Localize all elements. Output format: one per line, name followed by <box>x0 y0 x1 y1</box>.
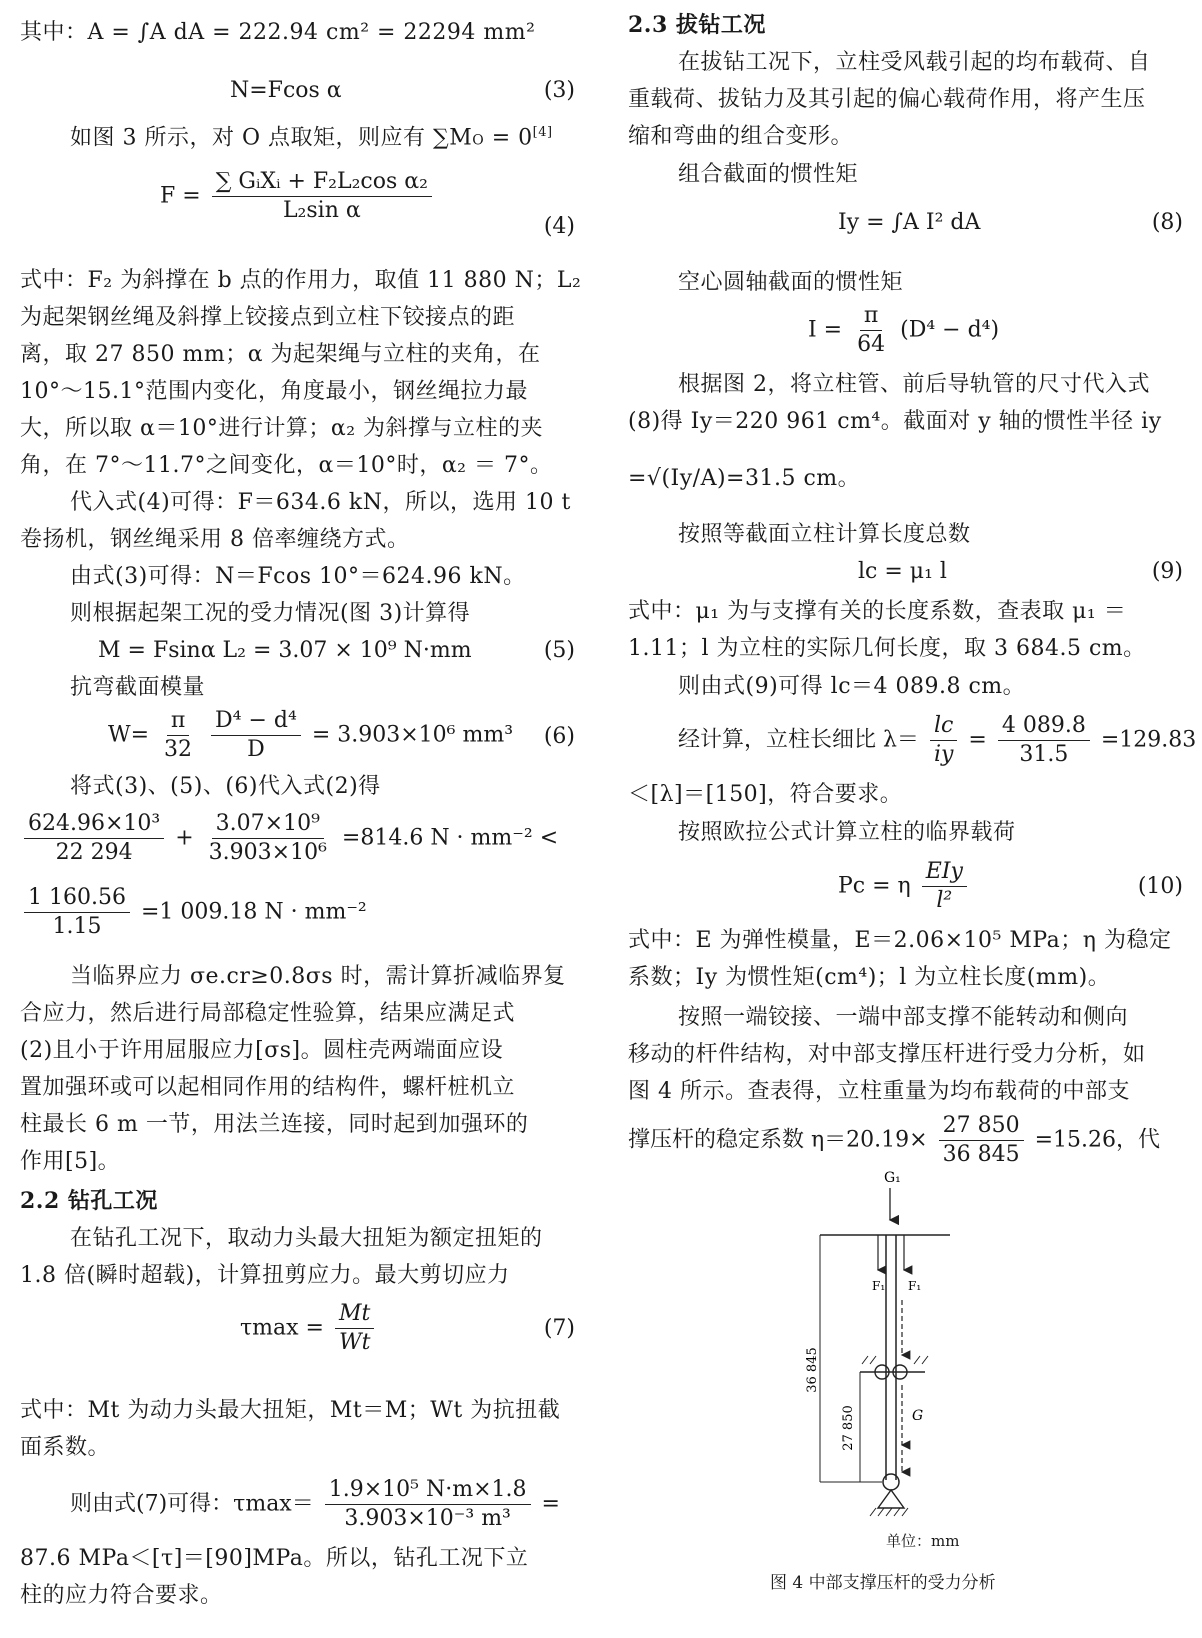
figure-4 <box>805 1160 1000 1540</box>
equation-inertia <box>808 302 999 359</box>
eqa-frac1-den: 22 294 <box>55 840 133 865</box>
equation-9: lc = μ₁ l <box>858 559 947 584</box>
eq6-frac2-num: D⁴ − d⁴ <box>211 707 301 736</box>
eq10-frac-num: EIy <box>922 858 967 887</box>
equation-6-number: (6) <box>543 724 575 749</box>
eq10-frac-den: l² <box>936 888 953 913</box>
tau-lhs: 则由式(7)可得：τmax＝ <box>70 1491 314 1517</box>
p4-line: 则根据起架工况的受力情况(图 3)计算得 <box>70 601 471 626</box>
eq7-lhs: τmax = <box>240 1315 324 1341</box>
inertia-frac <box>853 302 889 359</box>
figure-unit: 单位：mm <box>886 1532 960 1550</box>
section-heading-2-2: 2.2 钻孔工况 <box>20 1188 158 1214</box>
equation-3-number: (3) <box>543 78 575 103</box>
eqa-rhs: =814.6 N · mm⁻² < <box>341 825 559 851</box>
dim-total-label: 36 845 <box>805 1347 820 1393</box>
eqa-frac2 <box>205 810 331 867</box>
p1-line: 式中：F₂ 为斜撑在 b 点的作用力，取值 11 880 N；L₂ <box>20 268 582 293</box>
r-p11-line: 式中：E 为弹性模量，E＝2.06×10⁵ MPa；η 为稳定 <box>628 928 1172 953</box>
r-p10-line: 按照欧拉公式计算立柱的临界载荷 <box>678 820 1016 845</box>
eq7-frac-num: Mt <box>335 1300 374 1329</box>
p7-line: 作用[5]。 <box>20 1149 121 1174</box>
r-p12-line: 移动的杆件结构，对中部支撑压杆进行受力分析，如 <box>628 1042 1146 1067</box>
r-p1-line: 重载荷、拔钻力及其引起的偏心载荷作用，将产生压 <box>628 87 1146 112</box>
eq4-fraction <box>212 168 432 225</box>
eq6-frac2 <box>211 707 301 764</box>
equation-3: N=Fcos α <box>230 78 342 103</box>
r-p5-line: 按照等截面立柱计算长度总数 <box>678 522 971 547</box>
eqa-frac1-num: 624.96×10³ <box>24 810 164 839</box>
equation-10 <box>838 858 971 915</box>
equation-10-number: (10) <box>1137 874 1183 899</box>
eqb-frac-den: 1.15 <box>52 914 102 939</box>
eq4-denominator: L₂sin α <box>282 198 361 223</box>
tau-tail: = <box>541 1491 560 1517</box>
eq7-frac-den: Wt <box>338 1330 371 1355</box>
eq7-frac <box>335 1300 374 1357</box>
slender-frac1 <box>930 712 957 769</box>
slender-lhs: 经计算，立柱长细比 λ＝ <box>678 727 919 753</box>
eqb-frac-num: 1 160.56 <box>24 884 130 913</box>
p7-line: (2)且小于许用屈服应力[σs]。圆柱壳两端面应设 <box>20 1038 504 1063</box>
r-p4-line: (8)得 Iy＝220 961 cm⁴。截面对 y 轴的惯性半径 iy <box>628 409 1162 434</box>
inertia-frac-den: 64 <box>857 332 886 357</box>
r-p1-line: 缩和弯曲的组合变形。 <box>628 124 854 149</box>
equation-4-number: (4) <box>543 214 575 239</box>
slender-frac1-den: iy <box>933 742 954 767</box>
r-p4-line: 根据图 2，将立柱管、前后导轨管的尺寸代入式 <box>678 372 1150 397</box>
equation-tau <box>70 1476 560 1533</box>
p6-line: 将式(3)、(5)、(6)代入式(2)得 <box>70 774 381 799</box>
eqa-frac1 <box>24 810 164 867</box>
p7-line: 柱最长 6 m 一节，用法兰连接，同时起到加强环的 <box>20 1112 529 1137</box>
tau-frac-den: 3.903×10⁻³ m³ <box>344 1506 511 1531</box>
r-p12-line: 按照一端铰接、一端中部支撑不能转动和侧向 <box>678 1005 1129 1030</box>
r-p9-line: ＜[λ]＝[150]，符合要求。 <box>628 782 903 807</box>
equation-a <box>20 810 558 867</box>
tau-frac <box>325 1476 531 1533</box>
equation-8-number: (8) <box>1151 210 1183 235</box>
ref-4: [4] <box>532 125 553 140</box>
equation-5: M = Fsinα L₂ = 3.07 × 10⁹ N·mm <box>98 638 472 663</box>
eq6-frac1-num: π <box>167 707 189 736</box>
eq10-lhs: Pc = η <box>838 873 911 899</box>
equation-6 <box>108 707 513 764</box>
inertia-rhs: (D⁴ − d⁴) <box>900 317 1000 343</box>
bottom-hinge <box>883 1474 899 1490</box>
section-heading-2-3: 2.3 拔钻工况 <box>628 12 766 38</box>
bottom-support <box>878 1490 904 1508</box>
p11-line: 87.6 MPa＜[τ]＝[90]MPa。所以，钻孔工况下立 <box>20 1546 529 1571</box>
slender-frac2-den: 31.5 <box>1019 742 1069 767</box>
p1-line: 为起架钢丝绳及斜撑上铰接点到立柱下铰接点的距 <box>20 305 516 330</box>
stability-rhs: =15.26，代 <box>1034 1127 1160 1153</box>
inertia-frac-num: π <box>860 302 882 331</box>
figure-caption: 图 4 中部支撑压杆的受力分析 <box>770 1573 996 1593</box>
label-g1: G₁ <box>884 1170 901 1186</box>
eq6-frac1-den: 32 <box>164 737 193 762</box>
r-p7-line: 则由式(9)可得 lc＝4 089.8 cm。 <box>678 674 1026 699</box>
slender-frac1-num: lc <box>930 712 957 741</box>
p1-line: 大，所以取 α＝10°进行计算；α₂ 为斜撑与立柱的夹 <box>20 416 544 441</box>
p1-line: 角，在 7°～11.7°之间变化，α＝10°时，α₂ ＝ 7°。 <box>20 453 553 478</box>
eq4-numerator: ∑ GᵢXᵢ + F₂L₂cos α₂ <box>212 168 432 197</box>
stability-frac-den: 36 845 <box>942 1142 1020 1167</box>
eqa-plus: + <box>175 825 194 851</box>
p3-line: 由式(3)可得：N＝Fcos 10°＝624.96 kN。 <box>70 564 526 589</box>
equation-9-number: (9) <box>1151 559 1183 584</box>
eq6-frac2-den: D <box>247 737 265 762</box>
p2-line: 卷扬机，钢丝绳采用 8 倍率缠绕方式。 <box>20 527 410 552</box>
moment-text: 如图 3 所示，对 O 点取矩，则应有 ∑M <box>70 125 473 151</box>
r-p4b-line: =√(Iy/A)=31.5 cm。 <box>628 466 861 491</box>
equation-b <box>20 884 367 941</box>
p11-line: 柱的应力符合要求。 <box>20 1583 223 1608</box>
equation-4 <box>160 168 436 225</box>
stability-lhs: 撑压杆的稳定系数 η＝20.19× <box>628 1127 928 1153</box>
r-p11-line: 系数；Iy 为惯性矩(cm⁴)；l 为立柱长度(mm)。 <box>628 965 1111 990</box>
label-g: G <box>912 1408 924 1424</box>
moment-line: 如图 3 所示，对 O 点取矩，则应有 ∑MO = 0[4] <box>70 125 553 151</box>
p8-line: 在钻孔工况下，取动力头最大扭矩为额定扭矩的 <box>70 1226 543 1251</box>
eq6-lhs: W= <box>108 722 150 748</box>
eqb-rhs: =1 009.18 N · mm⁻² <box>140 899 367 925</box>
slender-rhs: =129.83 <box>1100 727 1197 753</box>
stability-frac-num: 27 850 <box>939 1112 1024 1141</box>
eq6-frac1 <box>160 707 196 764</box>
inertia-lhs: I = <box>808 317 843 343</box>
r-p6-line: 式中：μ₁ 为与支撑有关的长度系数，查表取 μ₁ ＝ <box>628 599 1127 624</box>
r-p2-line: 组合截面的惯性矩 <box>678 162 859 187</box>
eq4-lhs: F = <box>160 183 201 209</box>
moment-tail: = 0 <box>484 125 533 151</box>
p9-line: 面系数。 <box>20 1435 111 1460</box>
p9-line: 式中：Mt 为动力头最大扭矩，Mt＝M；Wt 为抗扭截 <box>20 1398 561 1423</box>
label-f1-left: F₁ <box>872 1279 886 1293</box>
eq6-rhs: = 3.903×10⁶ mm³ <box>311 722 514 748</box>
p2-line: 代入式(4)可得：F＝634.6 kN，所以，选用 10 t <box>70 490 571 515</box>
eqa-frac2-num: 3.07×10⁹ <box>212 810 324 839</box>
slender-frac2-num: 4 089.8 <box>998 712 1090 741</box>
area-line: 其中：A = ∫A dA = 222.94 cm² = 22294 mm² <box>20 20 536 45</box>
p5-line: 抗弯截面模量 <box>70 675 206 700</box>
hatch <box>862 1356 928 1364</box>
eq10-frac <box>922 858 967 915</box>
r-p12-line: 图 4 所示。查表得，立柱重量为均布载荷的中部支 <box>628 1079 1130 1104</box>
tau-frac-num: 1.9×10⁵ N·m×1.8 <box>325 1476 531 1505</box>
r-p1-line: 在拔钻工况下，立柱受风载引起的均布载荷、自 <box>678 50 1151 75</box>
equation-5-number: (5) <box>543 638 575 663</box>
equation-slenderness <box>678 712 1196 769</box>
p1-line: 10°～15.1°范围内变化，角度最小，钢丝绳拉力最 <box>20 379 528 404</box>
p1-line: 离，取 27 850 mm；α 为起架绳与立柱的夹角，在 <box>20 342 541 367</box>
p7-line: 合应力，然后进行局部稳定性验算，结果应满足式 <box>20 1001 516 1026</box>
p7-line: 当临界应力 σe.cr≥0.8σs 时，需计算折减临界复 <box>70 964 566 989</box>
p7-line: 置加强环或可以起相同作用的结构件，螺杆桩机立 <box>20 1075 516 1100</box>
p8-line: 1.8 倍(瞬时超载)，计算扭剪应力。最大剪切应力 <box>20 1263 510 1288</box>
label-f1-right: F₁ <box>908 1279 922 1293</box>
slender-eq: = <box>968 727 987 753</box>
equation-7-number: (7) <box>543 1316 575 1341</box>
eqb-frac <box>24 884 130 941</box>
r-p6-line: 1.11；l 为立柱的实际几何长度，取 3 684.5 cm。 <box>628 636 1146 661</box>
equation-7 <box>240 1300 378 1357</box>
dim-mid-label: 27 850 <box>841 1405 856 1451</box>
eqa-frac2-den: 3.903×10⁶ <box>208 840 327 865</box>
equation-8: Iy = ∫A I² dA <box>838 210 981 235</box>
slender-frac2 <box>998 712 1090 769</box>
ground-hatch <box>870 1508 908 1516</box>
r-p3-line: 空心圆轴截面的惯性矩 <box>678 270 904 295</box>
